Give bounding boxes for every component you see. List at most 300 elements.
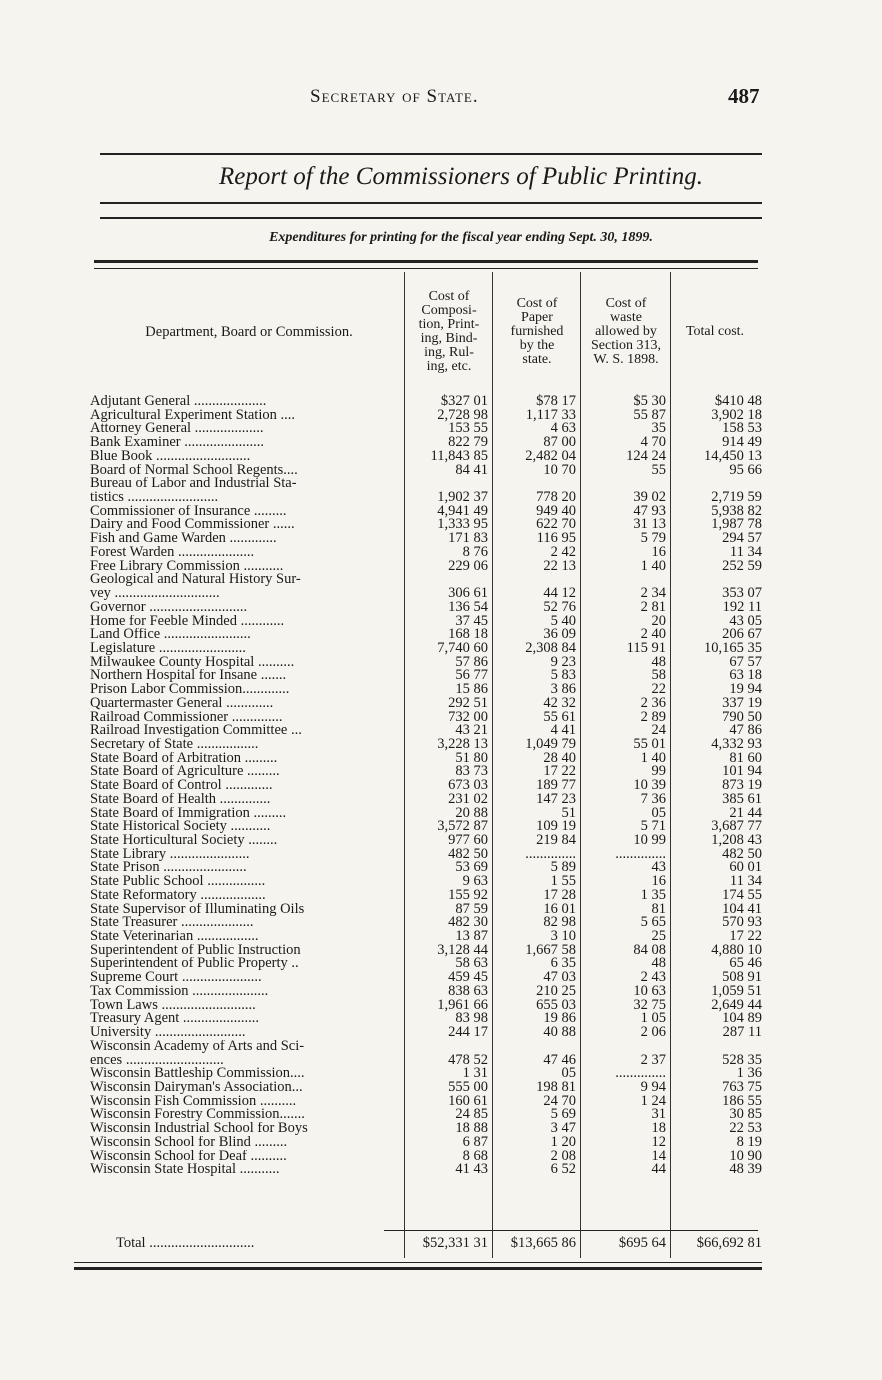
paper-cost: 189 77	[536, 777, 576, 794]
total-cost: 385 61	[722, 790, 762, 807]
total-cost: 1,208 43	[711, 832, 762, 848]
paper-cost: 2,308 84	[525, 639, 576, 656]
department-name: vey .............................	[90, 587, 220, 601]
composition-cost: 244 17	[448, 1024, 488, 1041]
total-label: Total .............................	[116, 1235, 255, 1251]
composition-cost: 3,228 13	[437, 735, 488, 752]
paper-cost: 778 20	[536, 489, 576, 506]
total-cost: 14,450 13	[704, 447, 762, 464]
composition-cost: 1,333 95	[437, 516, 488, 533]
composition-cost: 229 06	[448, 557, 488, 574]
waste-cost: 47 93	[633, 502, 666, 519]
column-header-composition	[406, 274, 492, 390]
department-name: tistics .........................	[90, 491, 219, 505]
waste-cost: 31	[651, 1106, 666, 1123]
department-name: Superintendent of Public Instruction	[90, 943, 301, 958]
waste-cost: 20	[651, 612, 666, 629]
total-cost: 287 11	[722, 1024, 762, 1041]
department-name: Board of Normal School Regents....	[90, 463, 298, 478]
header-line: ing, etc.	[426, 359, 472, 374]
total-cost: $66,692 81	[696, 1235, 762, 1251]
waste-cost: 32 75	[633, 996, 666, 1013]
total-cost: 8 19	[736, 1133, 762, 1150]
total-cost: 294 57	[722, 530, 762, 547]
department-name: Bureau of Labor and Industrial Sta-	[90, 477, 297, 492]
composition-cost: 58 63	[455, 955, 488, 972]
department-name: Secretary of State .................	[90, 737, 259, 752]
paper-cost: 5 69	[550, 1106, 576, 1123]
waste-cost: 43	[651, 859, 666, 876]
total-cost: 353 07	[722, 585, 762, 602]
department-name: State Library ......................	[90, 847, 250, 862]
department-name: Railroad Investigation Committee ...	[90, 724, 302, 738]
total-cost: 10 90	[729, 1147, 762, 1164]
department-name: University .........................	[90, 1026, 246, 1040]
department-name: Governor ...........................	[90, 600, 248, 615]
composition-cost: 160 61	[448, 1092, 488, 1109]
total-row	[74, 1232, 764, 1254]
paper-cost: 3 10	[550, 928, 576, 945]
department-name: Forest Warden .....................	[90, 545, 255, 560]
header-line: state.	[522, 352, 552, 367]
paper-cost: 198 81	[536, 1078, 576, 1095]
total-cost: 186 55	[722, 1092, 762, 1109]
department-name: Wisconsin School for Deaf ..........	[90, 1149, 287, 1164]
waste-cost: 5 65	[640, 914, 666, 931]
department-name: Prison Labor Commission.............	[90, 683, 290, 697]
department-name: Wisconsin Forestry Commission.......	[90, 1108, 305, 1123]
composition-cost: 11,843 85	[430, 447, 488, 464]
composition-cost: 4,941 49	[437, 502, 488, 519]
composition-cost: 2,728 98	[437, 406, 488, 423]
total-cost: 43 05	[729, 612, 762, 629]
paper-cost: 36 09	[543, 626, 576, 643]
waste-cost: 55	[651, 461, 666, 478]
total-cost: 104 89	[722, 1010, 762, 1027]
waste-cost: 115 91	[626, 639, 666, 656]
waste-cost: 2 40	[640, 626, 666, 643]
composition-cost: 8 68	[462, 1147, 488, 1164]
total-cost: 2,719 59	[711, 489, 762, 506]
waste-cost: 2 36	[640, 694, 666, 711]
composition-cost: 822 79	[448, 434, 488, 451]
composition-cost: 15 86	[455, 681, 488, 698]
waste-cost: 1 40	[640, 557, 666, 574]
composition-cost: 7,740 60	[437, 639, 488, 656]
waste-cost: 10 39	[633, 777, 666, 794]
department-name: Milwaukee County Hospital ..........	[90, 655, 295, 670]
total-cost: 206 67	[722, 626, 762, 643]
composition-cost: 153 55	[448, 420, 488, 437]
paper-cost: 147 23	[536, 790, 576, 807]
composition-cost: 838 63	[448, 982, 488, 999]
paper-cost: 3 47	[550, 1120, 576, 1137]
waste-cost: 25	[651, 928, 666, 945]
waste-cost: 58	[651, 667, 666, 684]
composition-cost: 3,128 44	[437, 941, 488, 958]
paper-cost: 05	[561, 1065, 576, 1082]
total-cost: 158 53	[722, 420, 762, 437]
department-name: Town Laws ..........................	[90, 998, 256, 1013]
total-cost: 63 18	[729, 667, 762, 684]
waste-cost: 2 89	[640, 708, 666, 725]
paper-cost: 2 42	[550, 543, 576, 560]
composition-cost: 43 21	[455, 722, 488, 739]
waste-cost: 9 94	[640, 1078, 666, 1095]
composition-cost: 56 77	[455, 667, 488, 684]
paper-cost: ..............	[525, 845, 576, 862]
paper-cost: 87 00	[543, 434, 576, 451]
department-name: Land Office ........................	[90, 628, 251, 642]
table-body	[74, 395, 764, 1177]
composition-cost: 83 98	[455, 1010, 488, 1027]
total-composition: $52,331 31	[422, 1235, 488, 1251]
header-line: Cost of	[605, 296, 647, 311]
waste-cost: 1 35	[640, 886, 666, 903]
department-name: State Supervisor of Illuminating Oils	[90, 902, 305, 917]
department-name: State Reformatory ..................	[90, 888, 266, 903]
total-cost: 1,987 78	[711, 516, 762, 533]
table-rule-top-thin	[94, 268, 758, 269]
department-name: Agricultural Experiment Station ....	[90, 408, 295, 423]
table-rule-bottom-thin	[74, 1262, 762, 1263]
paper-cost: 16 01	[543, 900, 576, 917]
total-cost: 5,938 82	[711, 502, 762, 519]
waste-cost: 2 06	[640, 1024, 666, 1041]
total-cost: 192 11	[722, 598, 762, 615]
table-row	[74, 1026, 764, 1040]
department-name: Supreme Court ......................	[90, 971, 262, 985]
composition-cost: 555 00	[448, 1078, 488, 1095]
header-line: by the	[519, 338, 555, 353]
title-rule-lower	[100, 217, 762, 219]
total-cost: 528 35	[722, 1051, 762, 1068]
composition-cost: 673 03	[448, 777, 488, 794]
total-cost: 19 94	[729, 681, 762, 698]
header-line: tion, Print-	[418, 317, 480, 332]
header-rule-top	[100, 153, 762, 155]
department-name: Railroad Commissioner ..............	[90, 710, 283, 725]
total-cost: 60 01	[729, 859, 762, 876]
composition-cost: 13 87	[455, 928, 488, 945]
paper-cost: 6 35	[550, 955, 576, 972]
table-row	[74, 461, 764, 478]
composition-cost: 24 85	[455, 1106, 488, 1123]
paper-cost: 210 25	[536, 982, 576, 999]
paper-cost: 949 40	[536, 502, 576, 519]
total-cost: $410 48	[714, 393, 762, 409]
total-cost: 4,332 93	[711, 735, 762, 752]
department-name: Home for Feeble Minded ............	[90, 614, 285, 629]
total-cost: 67 57	[729, 653, 762, 670]
report-subtitle: Expenditures for printing for the fiscal year ending Sept. 30, 1899.	[269, 230, 653, 245]
paper-cost: 655 03	[536, 996, 576, 1013]
waste-cost: 05	[651, 804, 666, 821]
department-name: State Board of Immigration .........	[90, 806, 287, 821]
waste-cost: 81	[651, 900, 666, 917]
paper-cost: 28 40	[543, 749, 576, 766]
department-name: Commissioner of Insurance .........	[90, 504, 287, 519]
waste-cost: 2 37	[640, 1051, 666, 1068]
total-cost: 4,880 10	[711, 941, 762, 958]
paper-cost: 1,117 33	[525, 406, 576, 423]
paper-cost: $78 17	[536, 393, 576, 409]
total-cost: 482 50	[722, 845, 762, 862]
paper-cost: 1,667 58	[525, 941, 576, 958]
total-cost: 337 19	[722, 694, 762, 711]
composition-cost: 977 60	[448, 832, 488, 848]
composition-cost: 37 45	[455, 612, 488, 629]
total-cost: 914 49	[722, 434, 762, 451]
composition-cost: 53 69	[455, 859, 488, 876]
paper-cost: 5 40	[550, 612, 576, 629]
title-rule-upper	[100, 202, 762, 204]
total-cost: 81 60	[729, 749, 762, 766]
department-name: State Public School ................	[90, 875, 266, 889]
composition-cost: 155 92	[448, 886, 488, 903]
composition-cost: 3,572 87	[437, 818, 488, 835]
waste-cost: 48	[651, 653, 666, 670]
department-name: Bank Examiner ......................	[90, 436, 264, 450]
composition-cost: 6 87	[462, 1133, 488, 1150]
waste-cost: 55 87	[633, 406, 666, 423]
composition-cost: 478 52	[448, 1051, 488, 1068]
paper-cost: 19 86	[543, 1010, 576, 1027]
total-cost: 48 39	[729, 1161, 762, 1178]
composition-cost: 459 45	[448, 969, 488, 986]
total-cost: 17 22	[729, 928, 762, 945]
waste-cost: 1 05	[640, 1010, 666, 1027]
waste-cost: 12	[651, 1133, 666, 1150]
total-cost: 47 86	[729, 722, 762, 739]
composition-cost: 8 76	[462, 543, 488, 560]
paper-cost: 4 41	[550, 722, 576, 739]
paper-cost: 55 61	[543, 708, 576, 725]
waste-cost: 1 40	[640, 749, 666, 766]
paper-cost: 109 19	[536, 818, 576, 835]
department-name: ences ...........................	[90, 1053, 224, 1068]
header-line: furnished	[510, 324, 564, 339]
paper-cost: 51	[561, 804, 576, 821]
department-name: Adjutant General ....................	[90, 395, 267, 409]
header-line: Paper	[521, 310, 553, 325]
composition-cost: 482 30	[448, 914, 488, 931]
composition-cost: 57 86	[455, 653, 488, 670]
paper-cost: 10 70	[543, 461, 576, 478]
total-cost: 11 34	[729, 543, 762, 560]
paper-cost: 3 86	[550, 681, 576, 698]
column-header-total	[672, 274, 758, 390]
total-cost: 3,902 18	[711, 406, 762, 423]
total-cost: 508 91	[722, 969, 762, 986]
header-line: W. S. 1898.	[593, 352, 659, 367]
waste-cost: 18	[651, 1120, 666, 1137]
header-line: ing, Rul-	[424, 345, 474, 360]
paper-cost: 9 23	[550, 653, 576, 670]
paper-cost: 1,049 79	[525, 735, 576, 752]
total-cost: 22 53	[729, 1120, 762, 1137]
composition-cost: 51 80	[455, 749, 488, 766]
waste-cost: 2 34	[640, 585, 666, 602]
paper-cost: 40 88	[543, 1024, 576, 1041]
department-name: State Prison .......................	[90, 861, 247, 876]
waste-cost: 55 01	[633, 735, 666, 752]
paper-cost: 47 46	[543, 1051, 576, 1068]
paper-cost: 17 22	[543, 763, 576, 780]
column-header-department: Department, Board or Commission.	[145, 324, 353, 340]
total-cost: 252 59	[722, 557, 762, 574]
total-cost: 104 41	[722, 900, 762, 917]
department-name: State Historical Society ...........	[90, 820, 271, 834]
total-cost: 95 66	[729, 461, 762, 478]
paper-cost: 2 08	[550, 1147, 576, 1164]
waste-cost: 5 71	[640, 818, 666, 835]
total-cost: 2,649 44	[711, 996, 762, 1013]
paper-cost: 47 03	[543, 969, 576, 986]
department-name: Free Library Commission ...........	[90, 559, 284, 574]
department-name: Wisconsin Academy of Arts and Sci-	[90, 1039, 305, 1054]
paper-cost: 52 76	[543, 598, 576, 615]
paper-cost: 5 89	[550, 859, 576, 876]
total-waste: $695 64	[618, 1235, 666, 1251]
table-row	[74, 557, 764, 574]
department-name: Wisconsin State Hospital ...........	[90, 1163, 280, 1177]
composition-cost: 18 88	[455, 1120, 488, 1137]
composition-cost: 1,902 37	[437, 489, 488, 506]
department-name: Treasury Agent .....................	[90, 1012, 260, 1027]
paper-cost: 42 32	[543, 694, 576, 711]
total-cost: 30 85	[729, 1106, 762, 1123]
waste-cost: 31 13	[633, 516, 666, 533]
header-line: ing, Bind-	[420, 331, 478, 346]
column-header-paper	[494, 274, 580, 390]
header-line: waste	[610, 310, 642, 325]
composition-cost: 83 73	[455, 763, 488, 780]
total-cost: 873 19	[722, 777, 762, 794]
department-name: State Horticultural Society ........	[90, 834, 278, 848]
department-name: Fish and Game Warden .............	[90, 532, 277, 546]
waste-cost: 16	[651, 543, 666, 560]
paper-cost: 44 12	[543, 585, 576, 602]
department-name: Wisconsin Battleship Commission....	[90, 1067, 305, 1081]
header-line: Composi-	[421, 303, 477, 318]
paper-cost: 2,482 04	[525, 447, 576, 464]
header-line: Cost of	[516, 296, 558, 311]
department-name: Wisconsin Industrial School for Boys	[90, 1122, 308, 1136]
composition-cost: 306 61	[448, 585, 488, 602]
composition-cost: 20 88	[455, 804, 488, 821]
waste-cost: 4 70	[640, 434, 666, 451]
waste-cost: 7 36	[640, 790, 666, 807]
table-rule-top-thick	[94, 260, 758, 263]
total-cost: 763 75	[722, 1078, 762, 1095]
department-name: Attorney General ...................	[90, 422, 264, 437]
column-header-waste	[582, 274, 670, 390]
composition-cost: 41 43	[455, 1161, 488, 1178]
paper-cost: 5 83	[550, 667, 576, 684]
waste-cost: 124 24	[626, 447, 666, 464]
department-name: Wisconsin Fish Commission ..........	[90, 1094, 297, 1109]
header-line: Cost of	[428, 289, 470, 304]
department-name: Wisconsin School for Blind .........	[90, 1135, 288, 1150]
composition-cost: 84 41	[455, 461, 488, 478]
total-cost: 790 50	[722, 708, 762, 725]
total-cost: 101 94	[722, 763, 762, 780]
waste-cost: 16	[651, 873, 666, 890]
waste-cost: 35	[651, 420, 666, 437]
composition-cost: 87 59	[455, 900, 488, 917]
waste-cost: 99	[651, 763, 666, 780]
total-cost: 1,059 51	[711, 982, 762, 999]
paper-cost: 622 70	[536, 516, 576, 533]
composition-cost: 482 50	[448, 845, 488, 862]
waste-cost: 5 79	[640, 530, 666, 547]
total-cost: 570 93	[722, 914, 762, 931]
department-name: State Board of Control .............	[90, 779, 273, 793]
department-name: Superintendent of Public Property ..	[90, 957, 299, 972]
total-cost: 21 44	[729, 804, 762, 821]
department-name: State Treasurer ....................	[90, 916, 254, 931]
table-rule-bottom-thick	[74, 1267, 762, 1270]
waste-cost: 1 24	[640, 1092, 666, 1109]
total-cost: 3,687 77	[711, 818, 762, 835]
waste-cost: ..............	[615, 845, 666, 862]
header-title: Secretary of State.	[310, 86, 479, 107]
composition-cost: 231 02	[448, 790, 488, 807]
department-name: State Board of Agriculture .........	[90, 765, 280, 780]
paper-cost: 116 95	[536, 530, 576, 547]
total-cost: 1 36	[736, 1065, 762, 1082]
waste-cost: 2 43	[640, 969, 666, 986]
composition-cost: 171 83	[448, 530, 488, 547]
paper-cost: 22 13	[543, 557, 576, 574]
running-header	[0, 86, 882, 116]
paper-cost: 17 28	[543, 886, 576, 903]
waste-cost: 44	[651, 1161, 666, 1178]
department-name: Quartermaster General .............	[90, 696, 274, 711]
total-rule	[384, 1230, 758, 1231]
paper-cost: 219 84	[536, 832, 576, 848]
waste-cost: $5 30	[633, 393, 666, 409]
paper-cost: 4 63	[550, 420, 576, 437]
composition-cost: 1 31	[462, 1065, 488, 1082]
total-paper: $13,665 86	[510, 1235, 576, 1251]
waste-cost: ..............	[615, 1065, 666, 1082]
composition-cost: 1,961 66	[437, 996, 488, 1013]
page-number: 487	[728, 84, 760, 108]
table-row	[74, 1163, 764, 1177]
header-line: Section 313,	[591, 338, 661, 353]
composition-cost: 9 63	[462, 873, 488, 890]
composition-cost: 732 00	[448, 708, 488, 725]
table-header	[94, 274, 758, 390]
composition-cost: 292 51	[448, 694, 488, 711]
composition-cost: 136 54	[448, 598, 488, 615]
total-cost: 65 46	[729, 955, 762, 972]
waste-cost: 84 08	[633, 941, 666, 958]
waste-cost: 14	[651, 1147, 666, 1164]
department-name: State Board of Arbitration .........	[90, 751, 278, 766]
department-name: Geological and Natural History Sur-	[90, 573, 301, 588]
paper-cost: 1 20	[550, 1133, 576, 1150]
paper-cost: 6 52	[550, 1161, 576, 1178]
waste-cost: 48	[651, 955, 666, 972]
department-name: Dairy and Food Commissioner ......	[90, 518, 295, 533]
total-cost: 11 34	[729, 873, 762, 890]
report-title: Report of the Commissioners of Public Printing.	[218, 163, 703, 190]
header-line: allowed by	[595, 324, 657, 339]
department-name: State Veterinarian .................	[90, 930, 259, 944]
